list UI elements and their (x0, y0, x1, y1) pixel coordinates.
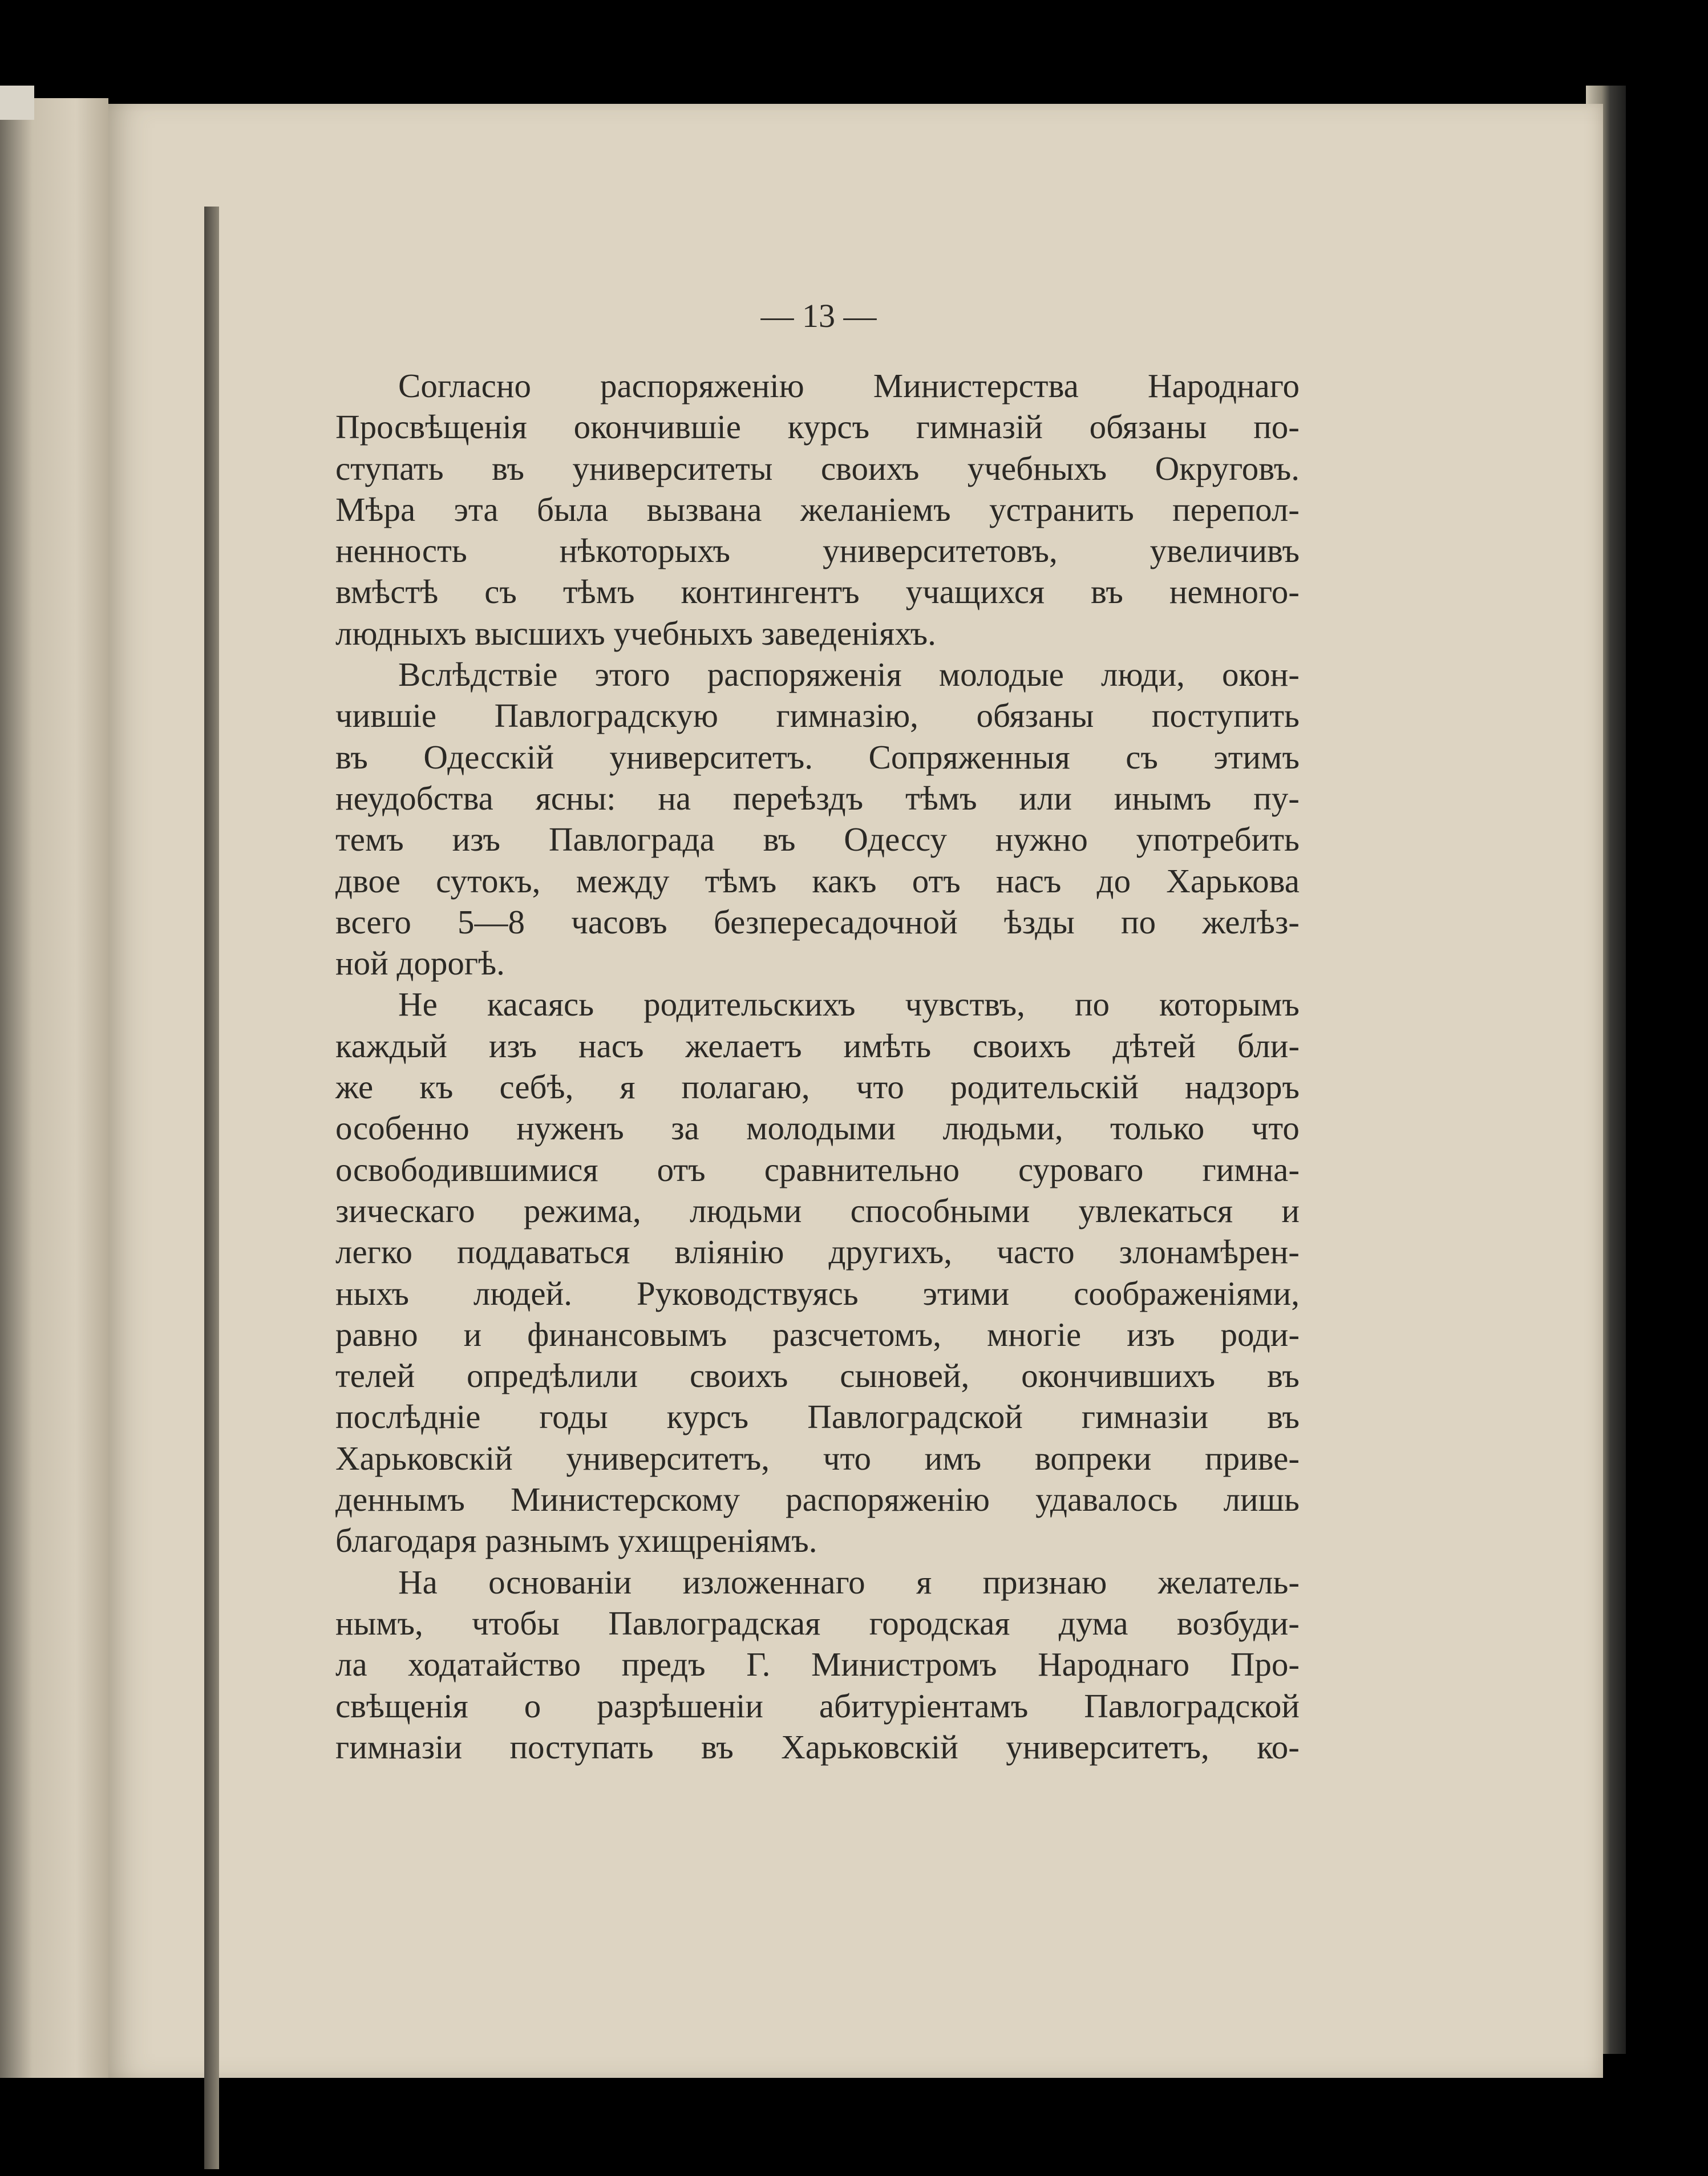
word: соображеніями, (1074, 1274, 1300, 1312)
text-line (335, 860, 1300, 901)
word: другихъ, (828, 1233, 953, 1271)
word: часто (997, 1233, 1075, 1271)
word: ла (335, 1645, 367, 1684)
word: тѣмъ (905, 779, 977, 817)
word: Павлоградскую (494, 697, 718, 735)
word: Округовъ. (1155, 449, 1300, 487)
word: неудобства (335, 779, 493, 817)
word: контингентъ (681, 573, 860, 611)
word: и (1281, 1191, 1300, 1229)
word: обязаны (976, 697, 1094, 735)
word: Народнаго (1038, 1645, 1190, 1684)
word: чившіе (335, 697, 437, 735)
word: Мѣра (335, 490, 416, 528)
word: нымъ, (335, 1604, 423, 1642)
text-line (335, 1562, 1300, 1603)
word: нѣкоторыхъ (559, 532, 731, 570)
word: себѣ, (499, 1068, 574, 1106)
word: учебныхъ (967, 449, 1107, 487)
word: университетовъ, (822, 532, 1058, 570)
word: распоряженія (707, 656, 902, 694)
word: окончившіе (573, 408, 741, 446)
word: многіе (986, 1315, 1082, 1353)
word: ходатайство (408, 1645, 581, 1684)
text-line (335, 654, 1300, 695)
word: отъ (657, 1150, 706, 1188)
word: вызвана (646, 490, 762, 528)
word: съ (484, 573, 517, 611)
word: родительскихъ (643, 985, 856, 1024)
word: курсъ (666, 1398, 749, 1436)
word: распоряженію (600, 367, 804, 405)
word: желѣз- (1202, 903, 1300, 941)
word: же (335, 1068, 374, 1106)
page-number: — 13 — (760, 297, 877, 334)
text-line (335, 1479, 1300, 1520)
word: отъ (912, 861, 961, 900)
word: перепол- (1172, 490, 1300, 528)
word: людьми, (942, 1109, 1063, 1147)
word: въ (1267, 1398, 1300, 1436)
word: зическаго (335, 1191, 475, 1229)
word: ныхъ (335, 1274, 409, 1312)
word: этимъ (1213, 738, 1300, 776)
word: изложеннаго (682, 1563, 865, 1601)
word: въ (335, 738, 368, 776)
word: изъ (452, 820, 501, 859)
word: дума (1058, 1604, 1128, 1642)
word: изъ (488, 1026, 537, 1065)
word: чтобы (472, 1604, 560, 1642)
word: и (463, 1315, 482, 1353)
word: на (658, 779, 691, 817)
word: имъ (924, 1439, 982, 1477)
word: этими (922, 1274, 1010, 1312)
word: увлекаться (1078, 1191, 1233, 1229)
word: немного- (1169, 573, 1300, 611)
word: люди, (1101, 656, 1185, 694)
word: абитуріентамъ (819, 1686, 1029, 1725)
word: учащихся (905, 573, 1045, 611)
word: къ (419, 1068, 454, 1106)
word: ухищреніямъ. (618, 1522, 817, 1560)
word: Одесскій (423, 738, 554, 776)
word: надзоръ (1185, 1068, 1300, 1106)
word: дѣтей (1112, 1026, 1196, 1065)
text-line (335, 1726, 1300, 1768)
text-line (335, 1190, 1300, 1231)
word: ко- (1257, 1728, 1300, 1766)
word: благодаря (335, 1522, 477, 1560)
word: телей (335, 1357, 415, 1395)
word: касаясь (487, 985, 594, 1024)
word: университетъ. (609, 738, 813, 776)
word: Харькова (1166, 861, 1300, 900)
word: тѣмъ (562, 573, 635, 611)
word: нуженъ (516, 1109, 624, 1147)
word: Про- (1230, 1645, 1300, 1684)
text-line (335, 1314, 1300, 1355)
text-line (335, 1025, 1300, 1066)
book-gutter (204, 207, 219, 2169)
word: обязаны (1089, 408, 1207, 446)
word: молодые (938, 656, 1064, 694)
word: тѣмъ (705, 861, 777, 900)
word: поддаваться (457, 1233, 630, 1271)
text-line (335, 984, 1300, 1025)
word: легко (335, 1233, 412, 1271)
word: поступать (509, 1728, 654, 1766)
word: Народнаго (1147, 367, 1300, 405)
word: этого (594, 656, 670, 694)
word: Одессу (844, 820, 947, 859)
text-line (335, 901, 1300, 943)
word: курсъ (787, 408, 870, 446)
text-line (335, 1603, 1300, 1644)
word: университетъ, (1006, 1728, 1209, 1766)
text-line (335, 1644, 1300, 1685)
word: нужно (995, 820, 1088, 859)
word: деннымъ (335, 1481, 465, 1519)
word: сутокъ, (436, 861, 541, 900)
text-line (335, 1107, 1300, 1148)
word: съ (1126, 738, 1158, 776)
word: сравнительно (764, 1150, 960, 1188)
word: по (1121, 903, 1156, 941)
word: что (856, 1068, 904, 1106)
facing-page-edge (0, 98, 108, 2078)
word: я (916, 1563, 932, 1601)
word: переѣздъ (732, 779, 864, 817)
word: насъ (995, 861, 1062, 900)
facing-page-corner (0, 86, 34, 120)
text-line (335, 1273, 1300, 1314)
word: своихъ (689, 1357, 788, 1395)
word: употребить (1136, 820, 1300, 859)
word: или (1019, 779, 1072, 817)
word: ной (335, 944, 388, 982)
text-line (335, 1066, 1300, 1107)
word: по (1074, 985, 1110, 1024)
word: ясны: (535, 779, 616, 817)
word: Харьковскій (335, 1439, 513, 1477)
word: гимназій (916, 408, 1043, 446)
word: свѣщенія (335, 1686, 468, 1725)
word: я (620, 1068, 636, 1106)
text-line (335, 1685, 1300, 1726)
word: послѣдніе (335, 1398, 481, 1436)
word: годы (539, 1398, 608, 1436)
word: предъ (621, 1645, 706, 1684)
word: гимназію, (776, 697, 918, 735)
word: сыновей, (840, 1357, 970, 1395)
word: за (671, 1109, 699, 1147)
word: окончившихъ (1021, 1357, 1216, 1395)
word: двое (335, 861, 400, 900)
word: Просвѣщенія (335, 408, 527, 446)
word: между (576, 861, 670, 900)
word: о (524, 1686, 541, 1725)
word: ѣзды (1003, 903, 1075, 941)
body-text (335, 365, 1300, 1768)
word: устранить (989, 490, 1134, 528)
word: до (1096, 861, 1131, 900)
text-line (335, 406, 1300, 447)
word: по- (1253, 408, 1300, 446)
word: безпересадочной (713, 903, 958, 941)
word: режима, (523, 1191, 641, 1229)
word: На (398, 1563, 438, 1601)
word: каждый (335, 1026, 447, 1065)
text-line (335, 1149, 1300, 1190)
word: Руководствуясь (636, 1274, 859, 1312)
word: Министромъ (811, 1645, 997, 1684)
word: инымъ (1114, 779, 1212, 817)
word: Не (398, 985, 438, 1024)
word: родительскій (950, 1068, 1139, 1106)
word: своихъ (972, 1026, 1071, 1065)
text-line (335, 737, 1300, 778)
word: Г. (746, 1645, 771, 1684)
word: Согласно (398, 367, 531, 405)
word: молодыми (746, 1109, 896, 1147)
word: гимназіи (335, 1728, 463, 1766)
word: особенно (335, 1109, 470, 1147)
word: Харьковскій (781, 1728, 958, 1766)
text-line (335, 819, 1300, 860)
word: что (1251, 1109, 1300, 1147)
word: университетъ, (566, 1439, 770, 1477)
word: гимназіи (1081, 1398, 1209, 1436)
word: людныхъ (335, 614, 467, 652)
word: суроваго (1018, 1150, 1144, 1188)
word: злонамѣрен- (1119, 1233, 1300, 1271)
word: равно (335, 1315, 418, 1353)
word: только (1110, 1109, 1205, 1147)
text-line (335, 571, 1300, 612)
text-line (335, 1438, 1300, 1479)
word: приве- (1205, 1439, 1300, 1477)
word: пу- (1253, 779, 1300, 817)
word: разнымъ (485, 1522, 610, 1560)
word: въ (763, 820, 796, 859)
text-line (335, 1231, 1300, 1272)
word: въ (492, 449, 524, 487)
word: Павлоградская (608, 1604, 821, 1642)
text-line (335, 943, 1300, 984)
text-line (335, 448, 1300, 489)
word: людей. (473, 1274, 572, 1312)
text-line (335, 1520, 1300, 1561)
word: университеты (572, 449, 773, 487)
word: въ (701, 1728, 734, 1766)
word: Павлоградской (807, 1398, 1023, 1436)
word: въ (1091, 573, 1123, 611)
word: вопреки (1034, 1439, 1152, 1477)
word: окон- (1222, 656, 1300, 694)
word: городская (869, 1604, 1010, 1642)
word: финансовымъ (527, 1315, 727, 1353)
word: Вслѣдствіе (398, 656, 558, 694)
text-line (335, 489, 1300, 530)
word: Павлоградской (1084, 1686, 1300, 1725)
word: освободившимися (335, 1150, 598, 1188)
word: темъ (335, 820, 404, 859)
word: была (536, 490, 609, 528)
word: возбуди- (1176, 1604, 1300, 1642)
text-line (335, 778, 1300, 819)
text-line (335, 365, 1300, 406)
word: чувствъ, (905, 985, 1025, 1024)
word: что (823, 1439, 871, 1477)
word: поступить (1151, 697, 1300, 735)
word: въ (1267, 1357, 1300, 1395)
word: людьми (690, 1191, 802, 1229)
word: своихъ (820, 449, 920, 487)
word: вмѣстѣ (335, 573, 439, 611)
word: Министерскому (511, 1481, 740, 1519)
word: насъ (578, 1026, 644, 1065)
text-line (335, 695, 1300, 736)
word: желаніемъ (800, 490, 951, 528)
word: изъ (1127, 1315, 1175, 1353)
word: эта (454, 490, 499, 528)
word: гимна- (1202, 1150, 1300, 1188)
word: полагаю, (681, 1068, 810, 1106)
word: удавалось (1035, 1481, 1178, 1519)
word: распоряженію (786, 1481, 990, 1519)
word: которымъ (1159, 985, 1300, 1024)
word: разрѣшеніи (597, 1686, 763, 1725)
text-line (335, 530, 1300, 571)
word: роди- (1220, 1315, 1300, 1353)
word: желатель- (1157, 1563, 1300, 1601)
word: дорогѣ. (396, 944, 505, 982)
word: высшихъ (475, 614, 605, 652)
word: учебныхъ (613, 614, 753, 652)
word: 5—8 (458, 903, 525, 941)
word: опредѣлили (467, 1357, 638, 1395)
word: признаю (982, 1563, 1107, 1601)
word: ступать (335, 449, 444, 487)
word: желаетъ (685, 1026, 802, 1065)
text-line (335, 613, 1300, 654)
word: основаніи (488, 1563, 632, 1601)
text-line (335, 1355, 1300, 1396)
word: Министерства (873, 367, 1079, 405)
word: Сопряженныя (868, 738, 1070, 776)
word: вліянію (674, 1233, 784, 1271)
word: бли- (1237, 1026, 1300, 1065)
word: увеличивъ (1150, 532, 1300, 570)
word: имѣть (843, 1026, 932, 1065)
word: какъ (812, 861, 877, 900)
word: лишь (1223, 1481, 1300, 1519)
text-line (335, 1396, 1300, 1437)
word: способными (850, 1191, 1030, 1229)
word: часовъ (571, 903, 667, 941)
word: разсчетомъ, (772, 1315, 942, 1353)
word: всего (335, 903, 411, 941)
word: ненность (335, 532, 467, 570)
word: заведеніяхъ. (761, 614, 936, 652)
word: Павлограда (548, 820, 715, 859)
